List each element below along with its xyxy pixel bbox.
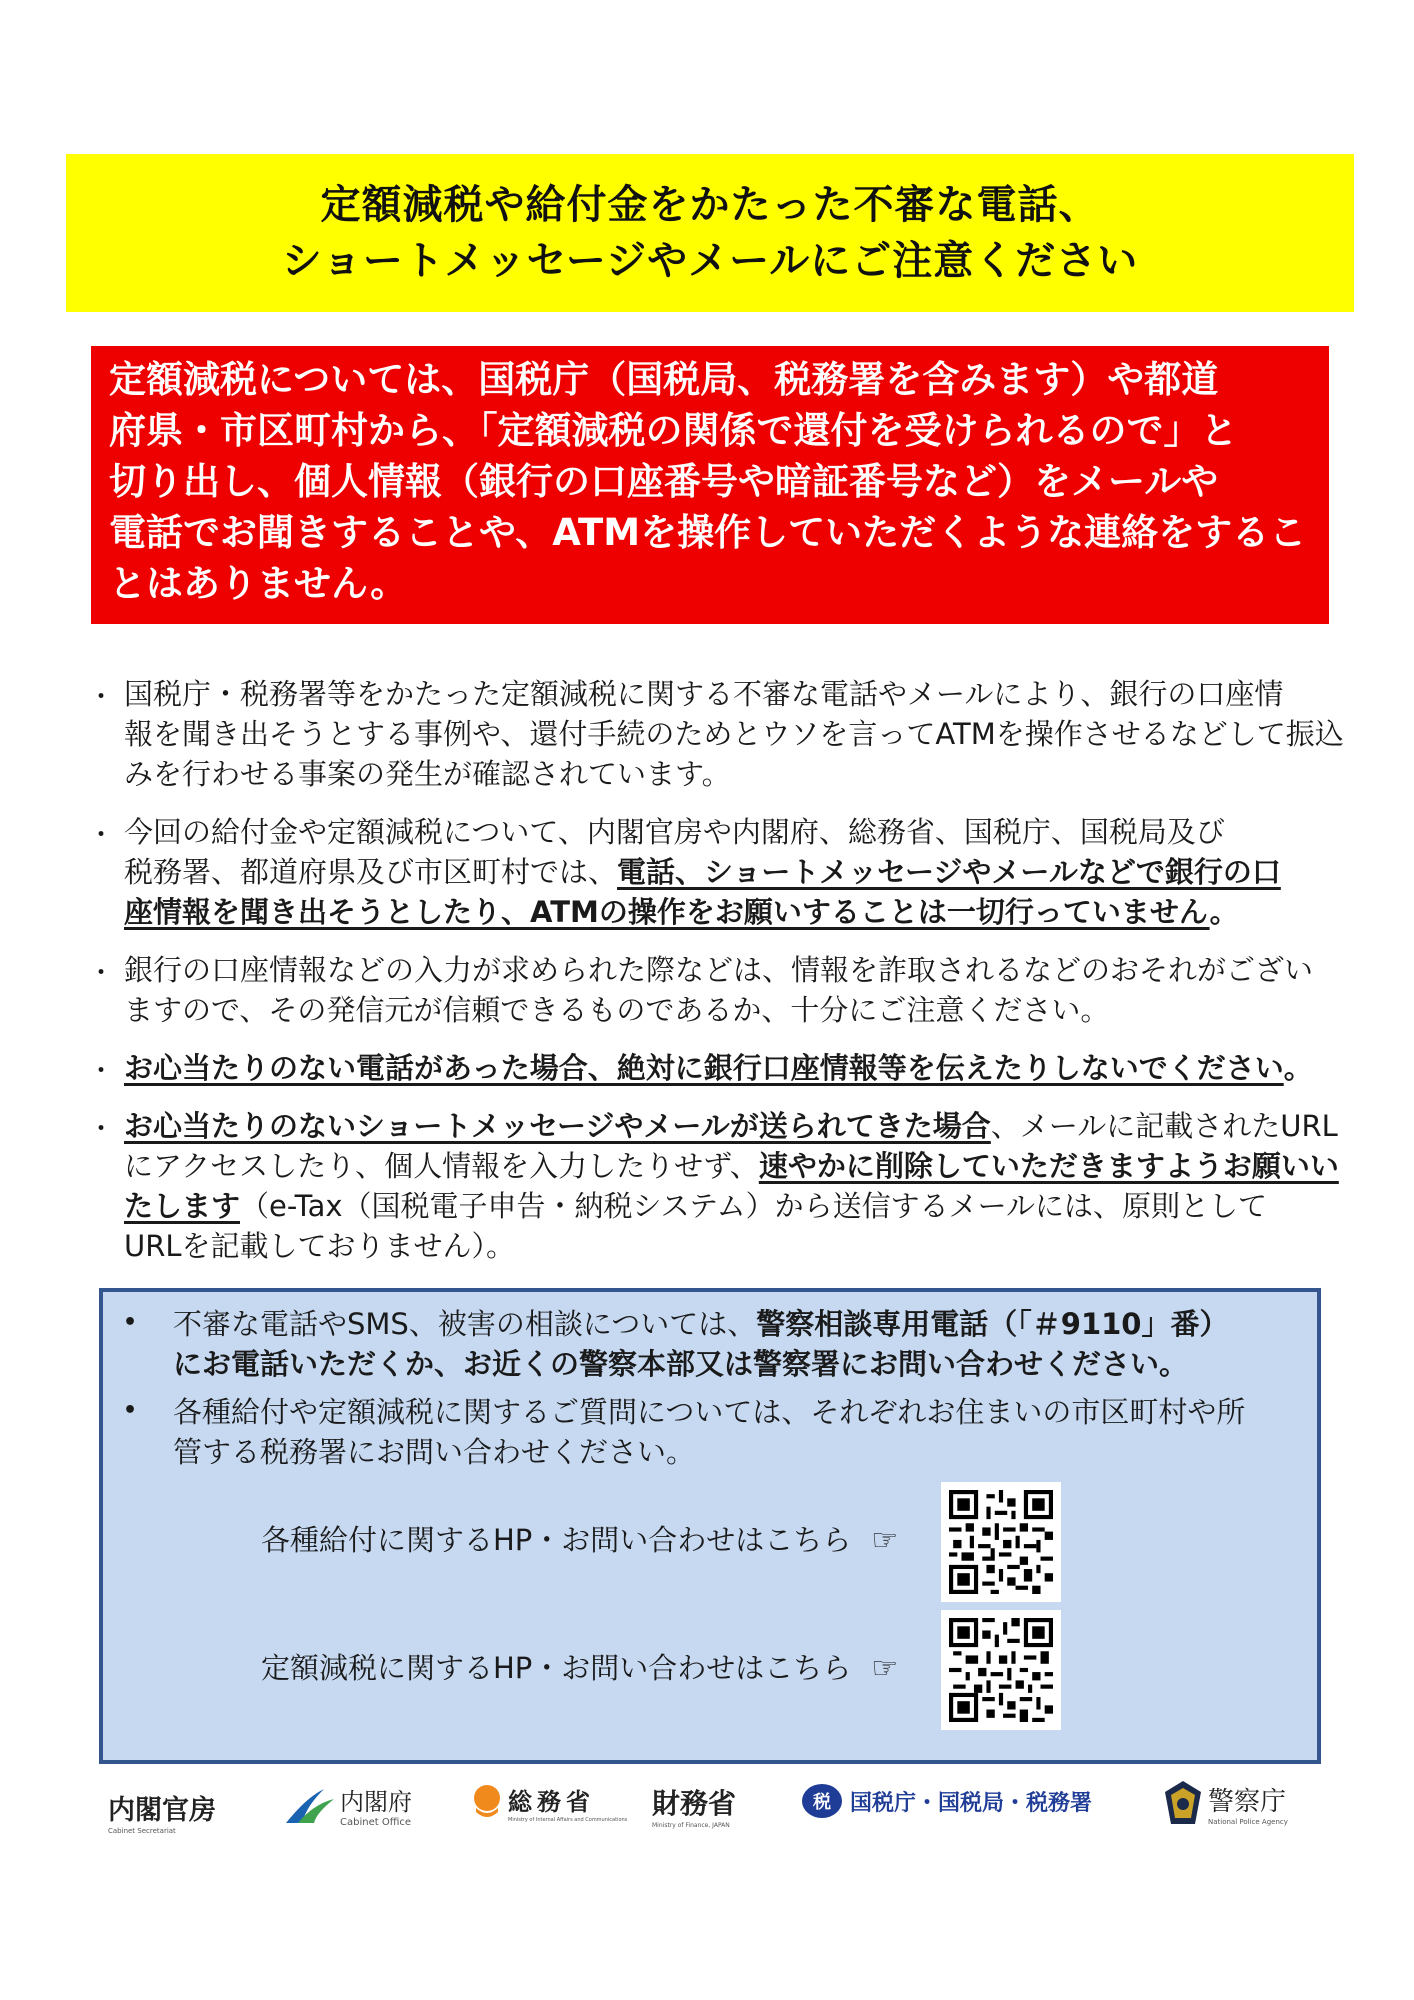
bullet-dot: ・ — [90, 961, 113, 986]
contact-item — [123, 1304, 1229, 1384]
bullet-dot: ・ — [90, 685, 113, 710]
notice-emphasis: 電話、ショートメッセージやメールなどで銀行の口 — [617, 855, 1281, 889]
police-emblem-icon — [1164, 1780, 1202, 1826]
notice-item — [90, 1106, 1350, 1266]
notice-text-plain: 、メールに記載されたURL — [990, 1109, 1338, 1143]
title-line-1: 定額減税や給付金をかたった不審な電話、 — [320, 182, 1100, 228]
notice-text — [124, 892, 1350, 932]
notice-text: ますので、その発信元が信頼できるものであるか、十分にご注意ください。 — [124, 993, 1110, 1027]
qr-code-benefit[interactable] — [941, 1482, 1061, 1602]
notice-item — [90, 812, 1350, 932]
notice-text: 国税庁・税務署等をかたった定額減税に関する不審な電話やメールにより、銀行の口座情 — [124, 677, 1284, 711]
contact-text: にお電話いただくか、お近くの警察本部又は警察署にお問い合わせください。 — [173, 1347, 1189, 1381]
qr-code-tax-cut[interactable] — [941, 1610, 1061, 1730]
bullet-dot: ・ — [90, 823, 113, 848]
notice-emphasis: 座情報を聞き出そうとしたり、ATMの操作をお願いすることは一切行っていません — [124, 895, 1210, 929]
notice-item — [90, 674, 1350, 794]
police-hotline: 警察相談専用電話（「＃9110」番） — [756, 1307, 1229, 1341]
logo-cabinet-secretariat — [108, 1788, 216, 1835]
notice-emphasis: お心当たりのないショートメッセージやメールが送られてきた場合 — [124, 1109, 991, 1143]
tax-cut-hp-link[interactable] — [261, 1648, 898, 1689]
logo-mic-text: 総務省 — [508, 1787, 595, 1816]
notice-text — [124, 1186, 1350, 1226]
notice-text-plain: 。 — [1283, 1051, 1313, 1085]
title-line-2: ショートメッセージやメールにご注意ください — [281, 238, 1139, 284]
notice-item — [90, 950, 1350, 1030]
logo-mof — [652, 1782, 736, 1829]
contact-text-plain: 不審な電話やSMS、被害の相談については、 — [173, 1307, 757, 1341]
logo-npa-text: 警察庁 — [1208, 1786, 1287, 1817]
notice-text — [124, 1146, 1350, 1186]
ministry-logos — [100, 1780, 1340, 1850]
logo-npa — [1164, 1780, 1288, 1826]
notice-text: 銀行の口座情報などの入力が求められた際などは、情報を詐取されるなどのおそれがござい — [124, 953, 1314, 987]
notice-item — [90, 1048, 1350, 1088]
bullet-dot: • — [123, 1310, 138, 1335]
logo-cas-sub: Cabinet Secretariat — [108, 1827, 176, 1835]
qr-code-icon — [949, 1490, 1053, 1594]
benefit-hp-link[interactable] — [261, 1520, 898, 1561]
logo-mic — [470, 1782, 627, 1823]
bullet-dot: ・ — [90, 1059, 113, 1084]
notice-text — [124, 1106, 1350, 1146]
logo-nta-text: 国税庁・国税局・税務署 — [850, 1790, 1093, 1816]
logo-cabinet-office — [284, 1782, 412, 1828]
logo-mof-text: 財務省 — [652, 1787, 737, 1820]
bullet-dot: ・ — [90, 1117, 113, 1142]
qr-code-icon — [949, 1618, 1053, 1722]
notice-emphasis: たします — [124, 1189, 241, 1223]
tax-cut-hp-label: 定額減税に関するHP・お問い合わせはこちら — [261, 1651, 852, 1685]
notice-text — [124, 1048, 1350, 1088]
contact-item — [123, 1392, 1246, 1472]
notice-text: 報を聞き出そうとする事例や、還付手続のためとウソを言ってATMを操作させるなどして振込 — [124, 717, 1344, 751]
nta-badge-icon: 税 — [802, 1784, 842, 1818]
logo-cao-sub: Cabinet Office — [340, 1817, 412, 1828]
warning-line: 切り出し、個人情報（銀行の口座番号や暗証番号など）をメールや — [109, 460, 1219, 503]
notice-text-plain: （e-Tax（国税電子申告・納税システム）から送信するメールには、原則として — [240, 1189, 1268, 1223]
warning-line: とはありません。 — [109, 562, 408, 605]
pointing-hand-icon: ☞ — [871, 1523, 899, 1558]
notice-text: みを行わせる事案の発生が確認されています。 — [124, 757, 731, 791]
bullet-dot: • — [123, 1398, 138, 1423]
title-banner — [66, 154, 1354, 312]
notice-list — [90, 674, 1350, 1284]
logo-mof-sub: Ministry of Finance, JAPAN — [652, 1822, 730, 1829]
warning-box — [91, 346, 1329, 624]
mic-emblem-icon — [470, 1784, 504, 1822]
notice-text-plain: にアクセスしたり、個人情報を入力したりせず、 — [124, 1149, 759, 1183]
contact-text: 各種給付や定額減税に関するご質問については、それぞれお住まいの市区町村や所 — [173, 1395, 1246, 1429]
warning-line: 定額減税については、国税庁（国税局、税務署を含みます）や都道 — [109, 358, 1219, 401]
notice-text — [124, 852, 1350, 892]
logo-cao-text: 内閣府 — [340, 1788, 412, 1816]
benefit-hp-label: 各種給付に関するHP・お問い合わせはこちら — [261, 1523, 852, 1557]
warning-line: 府県・市区町村から、「定額減税の関係で還付を受けられるので」と — [109, 409, 1238, 452]
contact-text: 管する税務署にお問い合わせください。 — [173, 1435, 696, 1469]
notice-emphasis: 速やかに削除していただきますようお願いい — [758, 1149, 1339, 1183]
warning-line: 電話でお聞きすることや、ATMを操作していただくような連絡をするこ — [109, 511, 1307, 554]
logo-npa-sub: National Police Agency — [1208, 1817, 1288, 1826]
pointing-hand-icon: ☞ — [871, 1651, 899, 1686]
contact-text — [173, 1304, 1228, 1344]
logo-nta — [802, 1784, 1092, 1818]
cabinet-office-emblem-icon — [284, 1785, 336, 1825]
notice-text: URLを記載しておりません）。 — [124, 1229, 516, 1263]
logo-mic-sub: Ministry of Internal Affairs and Communications — [508, 1817, 628, 1823]
notice-text-plain: 。 — [1209, 895, 1239, 929]
notice-emphasis: お心当たりのない電話があった場合、絶対に銀行口座情報等を伝えたりしないでください — [124, 1051, 1284, 1085]
notice-text: 今回の給付金や定額減税について、内閣官房や内閣府、総務省、国税庁、国税局及び — [124, 815, 1225, 849]
notice-text-plain: 税務署、都道府県及び市区町村では、 — [124, 855, 618, 889]
contact-box — [99, 1288, 1321, 1764]
logo-cas-text: 内閣官房 — [108, 1795, 216, 1826]
